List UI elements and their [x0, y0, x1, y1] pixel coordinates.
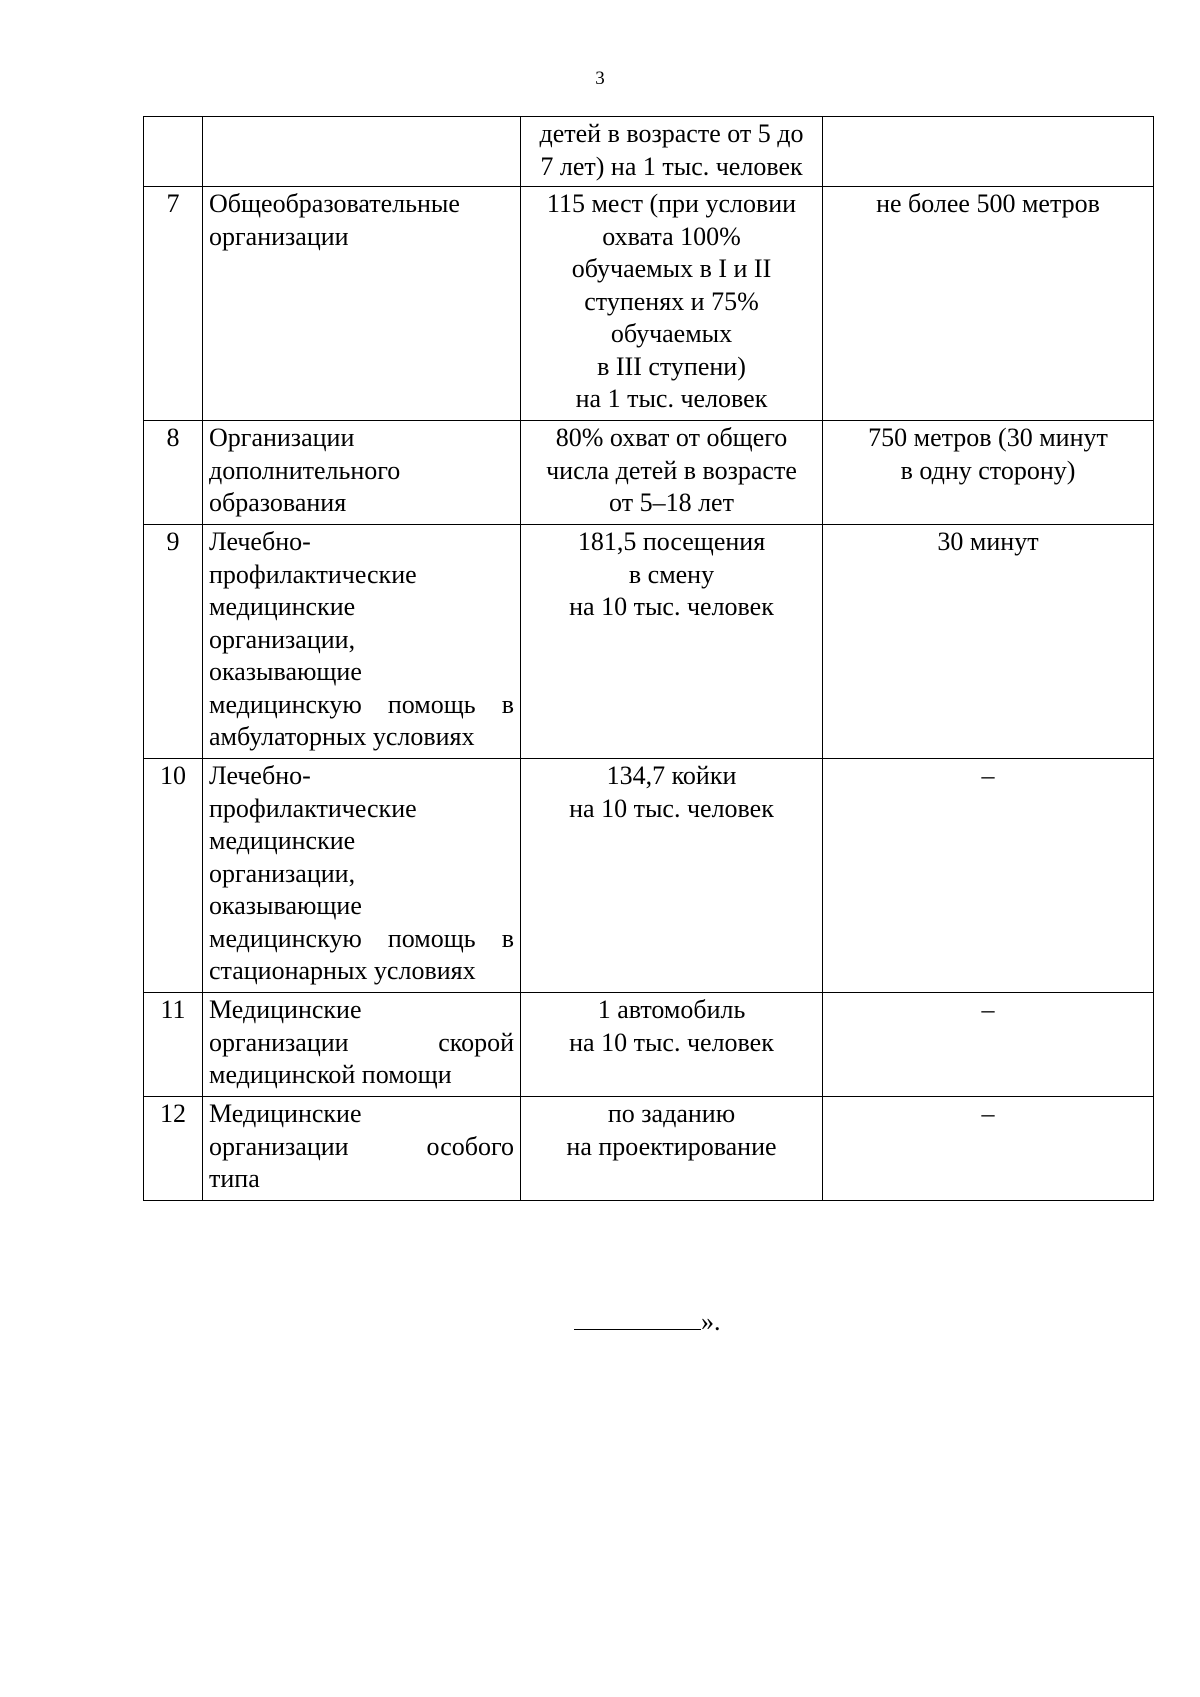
facility-name-cell	[203, 421, 521, 525]
accessibility-cell: –	[823, 993, 1154, 1097]
facility-name-line: оказывающие	[209, 891, 362, 920]
norms-table	[143, 116, 1154, 1201]
facility-name-line: оказывающие	[209, 657, 362, 686]
table-row	[144, 525, 1154, 759]
row-number-cell: 8	[144, 421, 203, 525]
table-row	[144, 421, 1154, 525]
facility-name-cell	[203, 993, 521, 1097]
accessibility-cell: –	[823, 759, 1154, 993]
row-number-cell: 9	[144, 525, 203, 759]
facility-name-line: Медицинские	[209, 995, 362, 1024]
facility-name-line: Организации	[209, 423, 355, 452]
norm-cell: 115 мест (при условии охвата 100% обучаемых в I и II ступенях и 75% обучаемых в III ступени) на 1 тыс. человек	[521, 187, 823, 421]
facility-name-line: медицинские	[209, 592, 356, 621]
facility-name-line: организации особого	[209, 1131, 514, 1161]
facility-name-line: стационарных условиях	[209, 956, 476, 985]
facility-name-cell	[203, 1097, 521, 1201]
facility-name-line: организации	[209, 221, 349, 251]
row-number-cell: 7	[144, 187, 203, 421]
page-number: 3	[595, 68, 605, 89]
norm-cell: по заданию на проектирование	[521, 1097, 823, 1201]
facility-name-cell	[203, 525, 521, 759]
table-row	[144, 759, 1154, 993]
facility-name-line: профилактические	[209, 559, 417, 589]
facility-name-cell	[203, 187, 521, 421]
facility-name-cell	[203, 759, 521, 993]
accessibility-cell: 30 минут	[823, 525, 1154, 759]
norm-cell: 181,5 посещения в смену на 10 тыс. человек	[521, 525, 823, 759]
accessibility-cell: не более 500 метров	[823, 187, 1154, 421]
row-number-cell: 11	[144, 993, 203, 1097]
row-number-cell: 12	[144, 1097, 203, 1201]
table-row	[144, 117, 1154, 187]
facility-name-line: Лечебно-	[209, 761, 311, 790]
facility-name-line: организации,	[209, 624, 356, 654]
facility-name-line: амбулаторных условиях	[209, 722, 475, 751]
accessibility-cell: –	[823, 1097, 1154, 1201]
norm-cell: детей в возрасте от 5 до 7 лет) на 1 тыс. человек	[521, 117, 823, 187]
facility-name-line: медицинские	[209, 826, 356, 855]
facility-name-line: организации скорой	[209, 1027, 514, 1057]
closing-quote: ».	[701, 1307, 721, 1336]
facility-name-line: образования	[209, 488, 347, 517]
facility-name-line: типа	[209, 1164, 260, 1193]
facility-name-line: Лечебно-	[209, 527, 311, 556]
facility-name-line: организации,	[209, 858, 356, 888]
closing-line	[574, 1305, 721, 1338]
table-row	[144, 993, 1154, 1097]
facility-name-line: медицинскую помощь в	[209, 689, 514, 719]
facility-name-cell	[203, 117, 521, 187]
facility-name-line: Общеобразовательные	[209, 189, 460, 218]
norm-cell: 80% охват от общего числа детей в возрасте от 5–18 лет	[521, 421, 823, 525]
facility-name-line: медицинской помощи	[209, 1060, 452, 1089]
accessibility-cell: 750 метров (30 минут в одну сторону)	[823, 421, 1154, 525]
row-number-cell: 10	[144, 759, 203, 993]
facility-name-line: профилактические	[209, 793, 417, 823]
norm-cell: 134,7 койки на 10 тыс. человек	[521, 759, 823, 993]
norm-cell: 1 автомобиль на 10 тыс. человек	[521, 993, 823, 1097]
table-row	[144, 187, 1154, 421]
signature-blank-line	[574, 1305, 701, 1330]
facility-name-line: медицинскую помощь в	[209, 923, 514, 953]
facility-name-line: Медицинские	[209, 1099, 362, 1128]
facility-name-line: дополнительного	[209, 455, 401, 485]
table-row	[144, 1097, 1154, 1201]
accessibility-cell	[823, 117, 1154, 187]
row-number-cell	[144, 117, 203, 187]
